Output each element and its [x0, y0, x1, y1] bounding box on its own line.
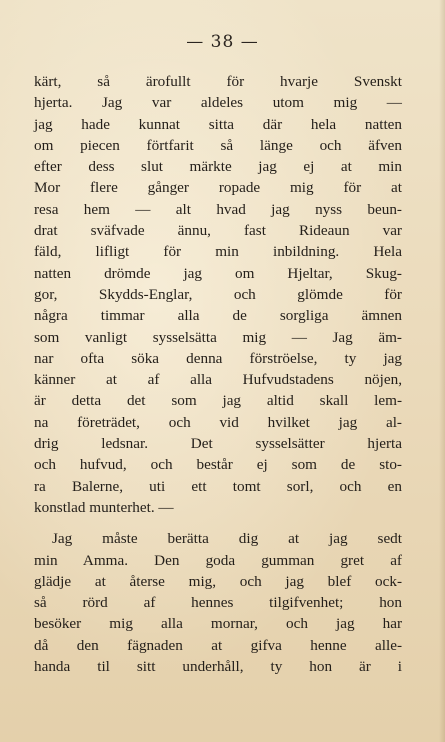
- text-line: då den fägnaden at gifva henne alle-: [34, 636, 402, 654]
- text-line: Jag måste berätta dig at jag sedt: [52, 530, 402, 548]
- text-line: nar ofta söka denna förströelse, ty jag: [34, 349, 402, 367]
- text-line: några timmar alla de sorgliga ämnen: [34, 307, 402, 325]
- text-line: min Amma. Den goda gumman gret af: [34, 551, 402, 569]
- paragraph-gap: [34, 518, 402, 528]
- paragraph: [34, 528, 402, 677]
- text-line: jag hade kunnat sitta där hela natten: [34, 115, 402, 133]
- text-line: natten drömde jag om Hjeltar, Skug-: [34, 264, 402, 282]
- text-line: konstlad munterhet. —: [34, 498, 174, 516]
- text-line: handa til sitt underhåll, ty hon är i: [34, 658, 402, 676]
- page-number: — 38 —: [186, 32, 259, 52]
- text-line: är detta det som jag altid skall lem-: [34, 392, 402, 410]
- text-line: ra Balerne, uti ett tomt sorl, och en: [34, 477, 402, 495]
- page-edge-shadow: [439, 0, 445, 742]
- text-line: na företrädet, och vid hvilket jag al-: [34, 413, 402, 431]
- text-line: efter dess slut märkte jag ej at min: [34, 158, 402, 176]
- paragraph: [34, 71, 402, 518]
- text-line: resa hem — alt hvad jag nyss beun-: [34, 200, 402, 218]
- text-line: om piecen förtfarit så länge och äfven: [34, 136, 402, 154]
- text-line: så rörd af hennes tilgifvenhet; hon: [34, 594, 402, 612]
- text-line: besöker mig alla mornar, och jag har: [34, 615, 402, 633]
- text-line: hjerta. Jag var aldeles utom mig —: [34, 94, 402, 112]
- body-text: [34, 71, 402, 677]
- text-line: som vanligt sysselsätta mig — Jag äm-: [34, 328, 402, 346]
- text-line: drat sväfvade ännu, fast Rideaun var: [34, 222, 402, 240]
- text-line: drig ledsnar. Det sysselsätter hjerta: [34, 435, 402, 453]
- text-line: gor, Skydds-Englar, och glömde för: [34, 285, 402, 303]
- text-line: känner at af alla Hufvudstadens nöjen,: [34, 371, 402, 389]
- text-line: Mor flere gånger ropade mig för at: [34, 179, 402, 197]
- text-line: kärt, så ärofullt för hvarje Svenskt: [34, 73, 402, 90]
- text-line: fäld, lifligt för min inbildning. Hela: [34, 243, 402, 261]
- text-line: glädje at återse mig, och jag blef ock-: [34, 572, 402, 590]
- text-line: och hufvud, och består ej som de sto-: [34, 456, 402, 474]
